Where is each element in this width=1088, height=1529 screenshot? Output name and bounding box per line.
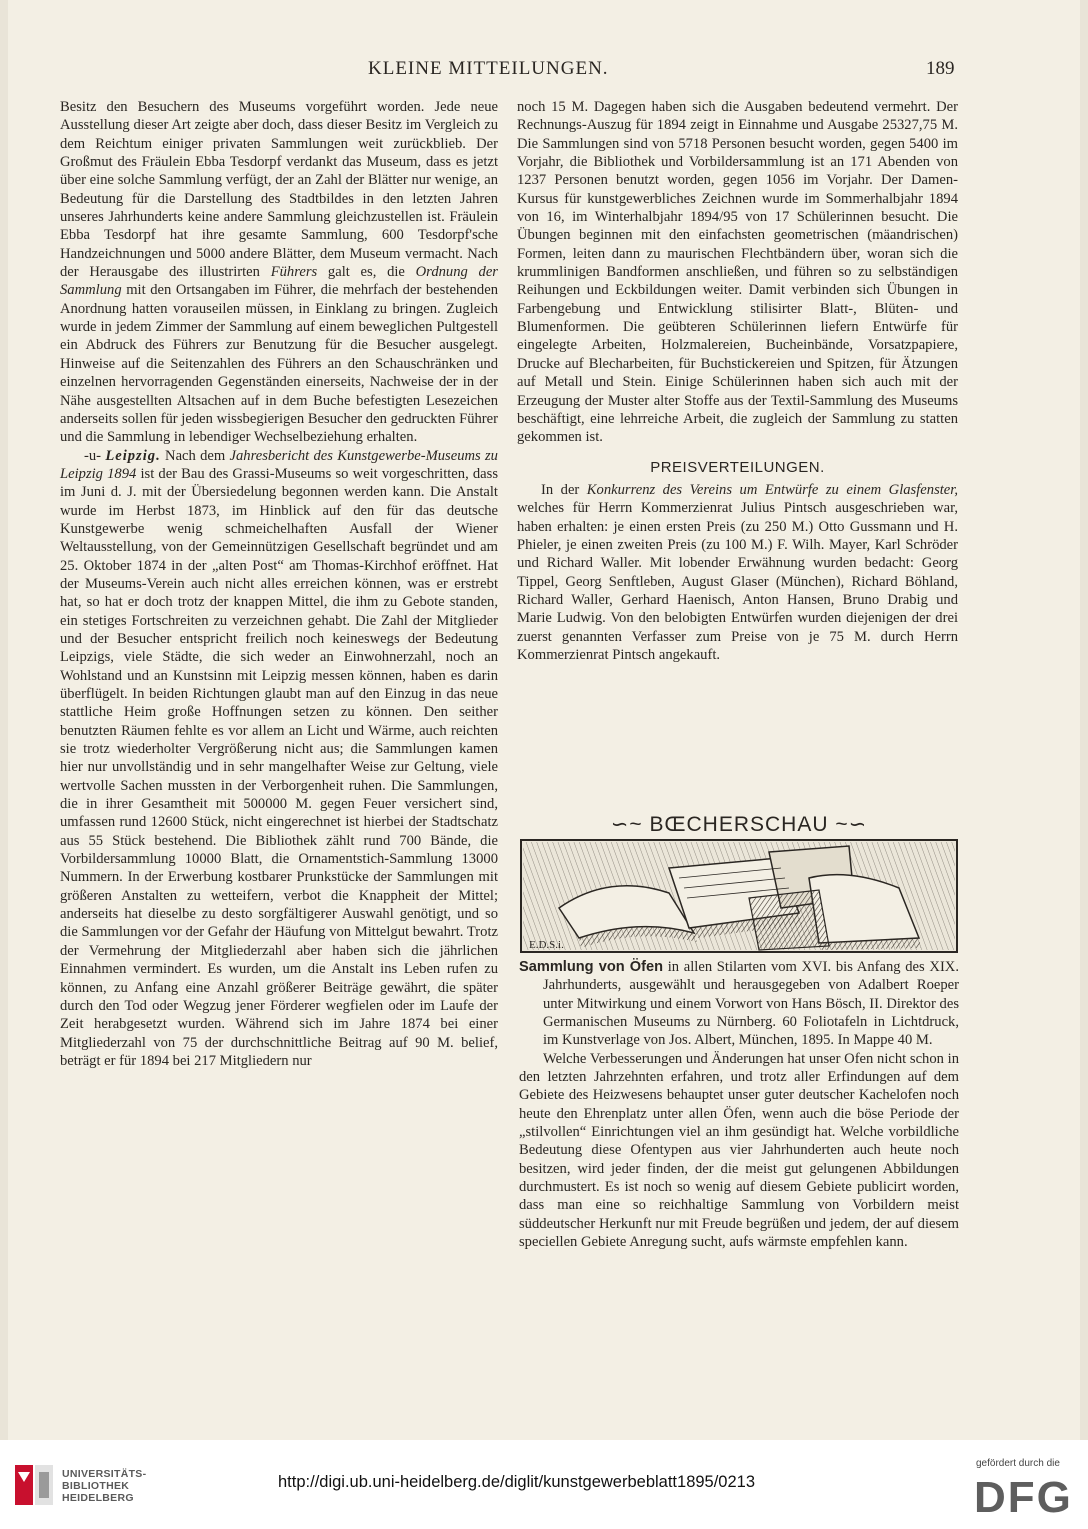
paragraph-leipzig-continued: noch 15 M. Dagegen haben sich die Ausgaben bedeutend vermehrt. Der Rechnungs-Auszug für 1894 zeigt in Einnahme und Ausgabe 25327,75 M. Die Sammlungen sind von 5718 Personen besucht worden, gegen 5400 im Vorjahr, die Bibliothek und Vorbildersammlung ist an 171 Abenden von 1237 Personen benutzt worden, gegen 1056 im Vorjahr. Der Damen-Kursus für kunstgewerbliches Zeichnen wurde im Sommerhalbjahr 1894 von 16, im Winterhalbjahr 1894/95 von 17 Schülerinnen besucht. Die Übungen beginnen mit den einfachsten geometrischen (mäandrischen) Formen, leiten dann zu maurischen Flechtbändern über, woran sich die krummlinigen Bandformen anschließen, und führen so zu selbständigen Reihungen und Eckbildungen weiter. Damit verbinden sich Übungen in Farbengebung und Entwicklung stilisirter Blatt-, Blüten- und Blumenformen. Die geübteren Schülerinnen liefern Entwürfe für eingelegte Arbeiten, Holzmalereien, Bucheinbände, Vorsatzpapiere, Drucke auf Blecharbeiten, für Buchstickereien und Spitzen, für Ätzungen auf Metall und Stein. Einige Schülerinnen haben sich auch mit der Erzeugung der Muster alter Stoffe aus der Textil-Sammlung des Museums beschäftigt, eine lehrreiche Arbeit, die zugleich der Sammlung zu statten gekommen ist. [517,99,958,446]
buecherschau-banner: ∽~ BŒCHERSCHAU ~∽ [610,813,868,836]
book-review [519,958,959,1252]
heidelberg-library-logo-icon [14,1464,54,1506]
paragraph-tesdorpf: Besitz den Besuchern des Museums vorgeführt worden. Jede neue Ausstellung dieser Art zeigte aber doch, dass dieser Besitz im Vergleich zu dem Reichtum einiger privaten Sammlungen weit zurückblieb. Der Großmut des Fräulein Ebba Tesdorpf verdankt das Museum, dass es jetzt über eine solche Sammlung verfügt, der an Zahl der Blätter nur wenige, an Bedeutung für die Darstellung des Stadtbildes in den letzten Jahren unseres Jahrhunderts keine andere Sammlung gleichzustellen ist. Fräulein Ebba Tesdorpf hat ihre gesamte Sammlung, 600 Tesdorpf'sche Handzeichnungen und 5000 andere Blätter, dem Museum vermacht. Nach der Herausgabe des illustrirten Führers galt es, die Ordnung der Sammlung mit den Ortsangaben im Führer, die mehrfach der bestehenden Anordnung hatten vorauseilen müssen, in Einklang zu bringen. Zugleich wurde in jedem Zimmer der Sammlung auf einem beweglichen Pultgestell ein Abdruck des Führers zur Benutzung für die Besucher ausgelegt. Hinweise auf die Seitenzahlen des Führers an den Schauschränken und einzelnen hervorragenden Gegenständen einerseits, Nachweise der in der Nähe ausgestellten Altsachen auf in dem Buche befestigten Lesezeichen anderseits sollen für jeden wissbegierigen Besucher den gedruckten Führer und die Sammlung in lebendiger Wechselbeziehung erhalten. [60,99,498,446]
buecherschau-illustration [519,812,959,957]
review-bibliography: Sammlung von Öfen in allen Stilarten vom XVI. bis Anfang des XIX. Jahrhunderts, ausgewählt und herausgegeben von Adalbert Roeper unter Mitwirkung und einem Vorwort von Hans Bösch, II. Direktor des Germanischen Museums zu Nürnberg. 60 Foliotafeln in Lichtdruck, im Kunstverlage von Jos. Albert, München, 1895. In Mappe 40 M. [519,959,959,1049]
library-name: UNIVERSITÄTS- BIBLIOTHEK HEIDELBERG [62,1468,147,1504]
funding-caption: gefördert durch die [976,1458,1060,1469]
digitization-footer [0,1440,1088,1529]
right-column [517,98,958,664]
page-title: KLEINE MITTEILUNGEN. [368,58,609,79]
banner-ornament-left-icon: ∽~ [610,813,643,836]
document-page [8,0,1080,1440]
section-heading: PREISVERTEILUNGEN. [650,458,825,476]
paragraph-leipzig: -u- Leipzig. Nach dem Jahresbericht des Kunstgewerbe-Museums zu Leipzig 1894 ist der Bau des Grassi-Museums so weit vorgeschritten, dass im Juni d. J. mit der Übersiedelung begonnen werden kann. Die Anstalt wurde im Herbst 1873, im Hinblick auf den für das deutsche Kunstgewerbe wenig schmeichelhaften Ausfall der Wiener Weltausstellung, von der Gemeinnützigen Gesellschaft begründet und am 25. Oktober 1874 in der „alten Post“ am Thomas-Kirchhof eröffnet. Hat der Museums-Verein auch nicht alles erreichen können, was er erstrebt hat, so hat er doch trotz der knappen Mittel, die ihm zu Gebote standen, ein stetiges Fortschreiten zu verzeichnen gehabt. Die Zahl der Mitglieder und der Besucher entspricht freilich noch keineswegs der Bedeutung Leipzigs, viele Städte, die sich weder an Einwohnerzahl, noch an Wohlstand und an Kunstsinn mit Leipzig messen können, haben es darin überflügelt. In beiden Richtungen glaubt man auf den Einzug in das neue stattliche Heim große Hoffnungen setzen zu können. Den seither benutzten Räumen fehlte es vor allem an Licht und Wärme, auch reichten sie trotz wiederholter Vergrößerung nicht aus; die Sammlungen kamen hier nur unvollständig und in sehr mangelhafter Weise zur Geltung, viele wertvolle Sachen mussten in der Verborgenheit ruhen. Die Sammlungen, die in ihrer Gesamtheit mit 500000 M. gegen Feuer versichert sind, umfassen rund 12600 Stück, nicht eingerechnet ist hierbei der Stadtschatz aus 55 Stück bestehend. Die Bibliothek zählt rund 700 Bände, die Vorbildersammlung 10000 Blatt, die Ornamentstich-Sammlung 13000 Nummern. In der Erwerbung kostbarer Prunkstücke der Sammlungen mit größeren Anstalten zu wetteifern, verbot die Knappheit der Mittel; anderseits hat dieselbe zu desto sorgfältigerer Auswahl genötigt, und so die Sammlungen vor der Gefahr der Häufung von Mittelgut bewahrt. Trotz der Vermehrung der Mitgliederzahl aber haben sich die jährlichen Einnahmen vermindert. Es wurden, um die Anstalt ins Leben rufen zu können, zu Anfang eine Anzahl größerer Beiträge gewährt, die später durch den Tod oder Wegzug jener Förderer wegfielen oder im Laufe der Zeit herabgesetzt wurden. Während sich im Jahre 1874 bei einer Mitgliederzahl von 75 der durchschnittliche Beitrag auf 90 M. belief, beträgt er für 1894 bei 217 Mitgliedern nur [60,447,499,1069]
review-title: Sammlung von Öfen [519,959,663,975]
permalink-url[interactable]: http://digi.ub.uni-heidelberg.de/diglit/kunstgewerbeblatt1895/0213 [278,1473,756,1491]
review-text: Welche Verbesserungen und Änderungen hat unser Ofen nicht schon in den letzten Jahrzehnten erfahren, und trotz aller Erfindungen auf dem Gebiete des Heizwesens behauptet unser guter deutscher Kachelofen noch heute den Ehrenplatz unter allen Öfen, wenn auch die böse Periode der „stilvollen“ Einrichtungen viel an ihm gesündigt hat. Welche vorbildliche Bedeutung diese Ofentypen aus vier Jahrhunderten auch heute noch besitzen, wird jeder finden, der die meist gut gelungenen Abbildungen durchmustert. Es ist noch so wenig auf diesem Gebiete publicirt worden, dass man eine so reichhaltige Sammlung von Vorbildern meist süddeutscher Herkunft nur mit Freude begrüßen und jedem, der auf diesem speciellen Gebiete Anregung sucht, aufs wärmste empfehlen kann. [519,1050,959,1251]
dfg-logo: DFG [974,1473,1073,1522]
engraver-monogram: E.D.S.i. [529,939,564,951]
books-engraving [519,838,959,956]
left-column [60,98,498,1070]
page-number: 189 [926,58,955,79]
paragraph-prizes: In der Konkurrenz des Vereins um Entwürfe zu einem Glasfenster, welches für Herrn Kommerzienrat Julius Pintsch ausgeschrieben war, haben erhalten: je einen ersten Preis (zu 250 M.) Otto Gussmann und H. Phieler, je einen zweiten Preis (zu 100 M.) F. Wilh. Mayer, Karl Schröder und Richard Waller. Mit lobender Erwähnung wurden bedacht: Georg Tippel, Georg Senftleben, August Glaser (München), Richard Böhland, Richard Waller, Gerhard Haenisch, Anton Hansen, Bruno Drabig und Marie Ludwig. Von den belobigten Entwürfen wurden diejenigen der drei zuerst genannten Verfasser zum Preise von je 75 M. durch Herrn Kommerzienrat Pintsch angekauft. [517,481,958,663]
banner-ornament-right-icon: ~∽ [835,813,868,836]
city-heading: Leipzig. [105,447,161,464]
running-head [8,58,1080,88]
